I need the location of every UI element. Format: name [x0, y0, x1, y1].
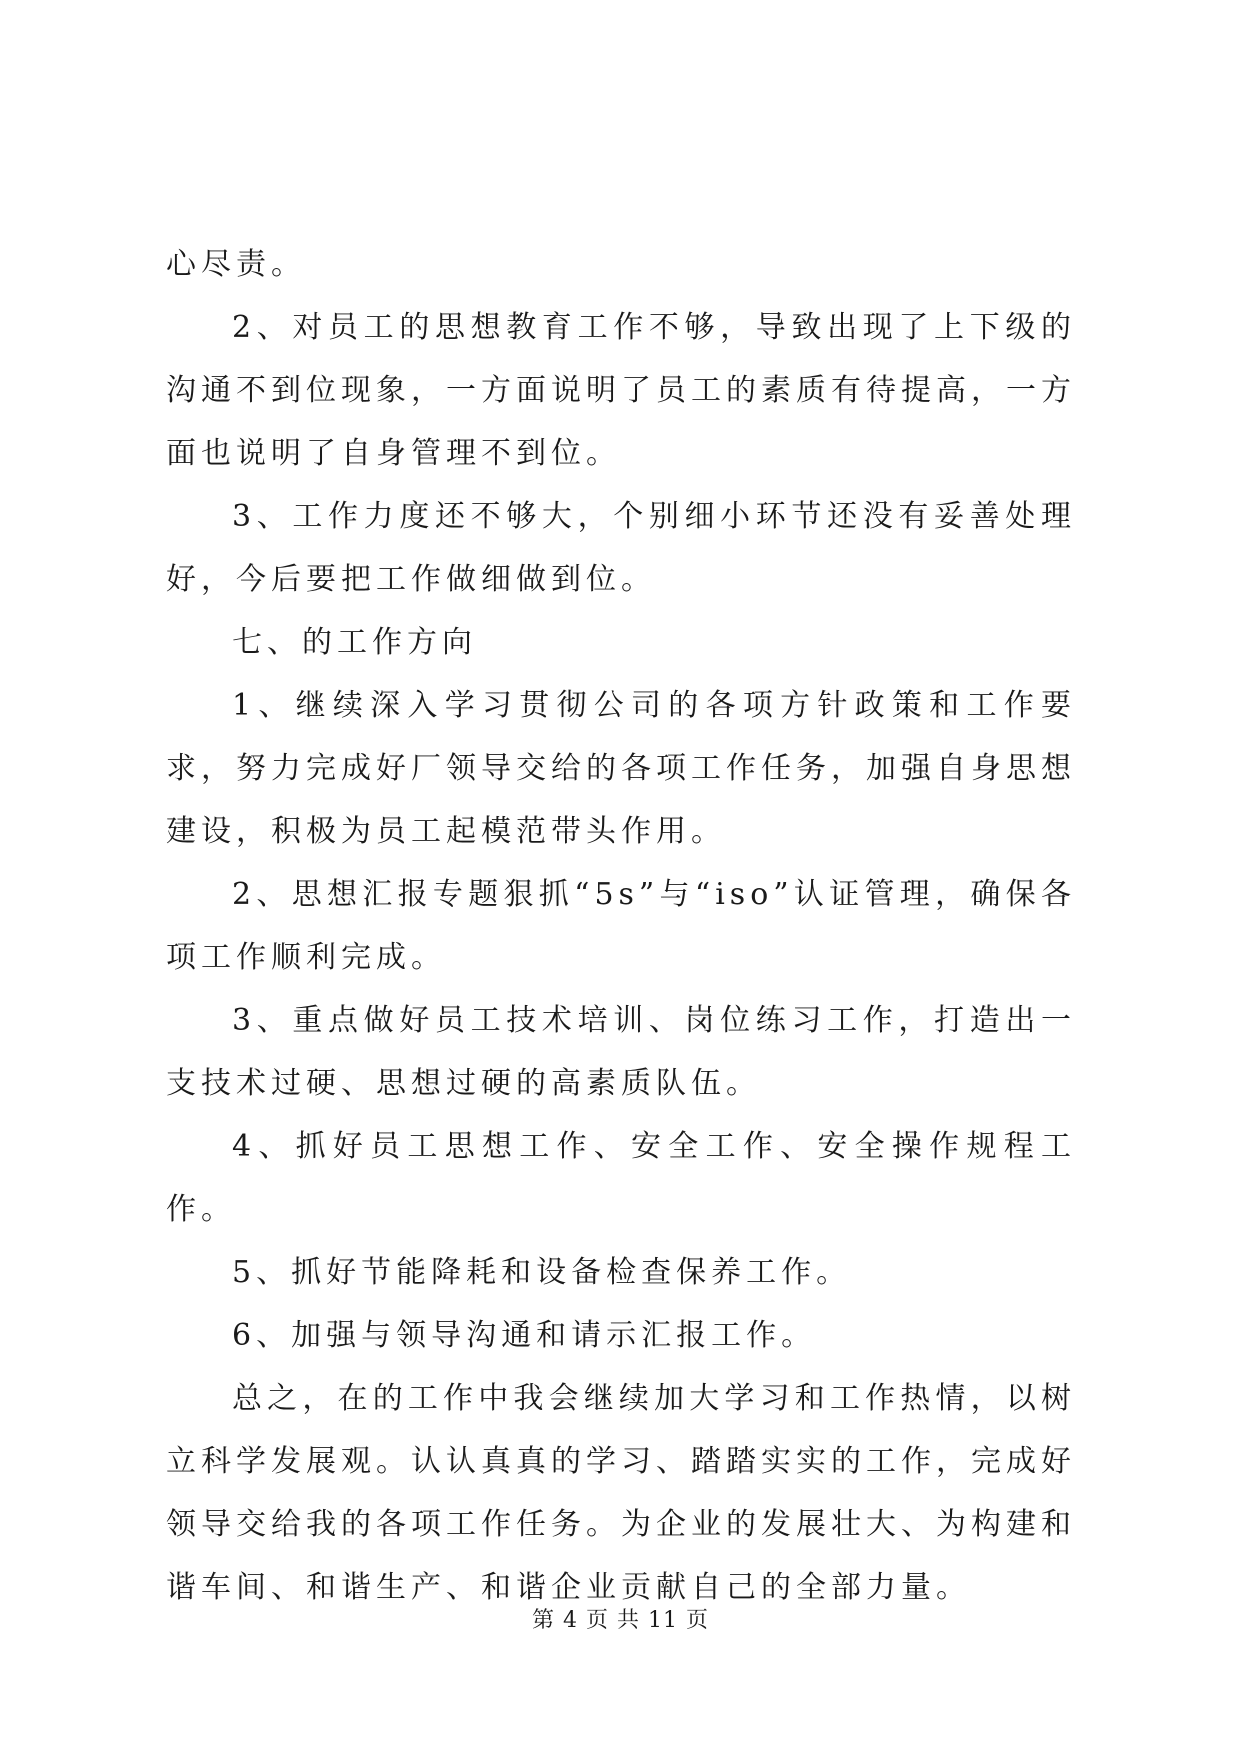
document-body — [166, 233, 1076, 1619]
direction-item-3: 3、重点做好员工技术培训、岗位练习工作，打造出一支技术过硬、思想过硬的高素质队伍。 — [166, 1003, 1076, 1101]
direction-item-5: 5、抓好节能降耗和设备检查保养工作。 — [232, 1255, 852, 1290]
page-number-footer: 第 4 页 共 11 页 — [532, 1608, 709, 1633]
paragraph-item-2: 2、对员工的思想教育工作不够，导致出现了上下级的沟通不到位现象，一方面说明了员工的素质有待提高，一方面也说明了自身管理不到位。 — [166, 310, 1076, 471]
direction-item-6: 6、加强与领导沟通和请示汇报工作。 — [232, 1318, 817, 1353]
conclusion-paragraph: 总之，在的工作中我会继续加大学习和工作热情，以树立科学发展观。认认真真的学习、踏踏实实的工作，完成好领导交给我的各项工作任务。为企业的发展壮大、为构建和谐车间、和谐生产、和谐企业贡献自己的全部力量。 — [166, 1381, 1076, 1605]
section-heading-7: 七、的工作方向 — [232, 625, 477, 660]
paragraph-continuation: 心尽责。 — [166, 247, 306, 282]
paragraph-item-3: 3、工作力度还不够大，个别细小环节还没有妥善处理好，今后要把工作做细做到位。 — [166, 499, 1076, 597]
direction-item-2: 2、思想汇报专题狠抓“5s”与“iso”认证管理，确保各项工作顺利完成。 — [166, 877, 1076, 975]
direction-item-4: 4、抓好员工思想工作、安全工作、安全操作规程工作。 — [166, 1129, 1076, 1227]
direction-item-1: 1、继续深入学习贯彻公司的各项方针政策和工作要求，努力完成好厂领导交给的各项工作任务，加强自身思想建设，积极为员工起模范带头作用。 — [166, 688, 1076, 849]
